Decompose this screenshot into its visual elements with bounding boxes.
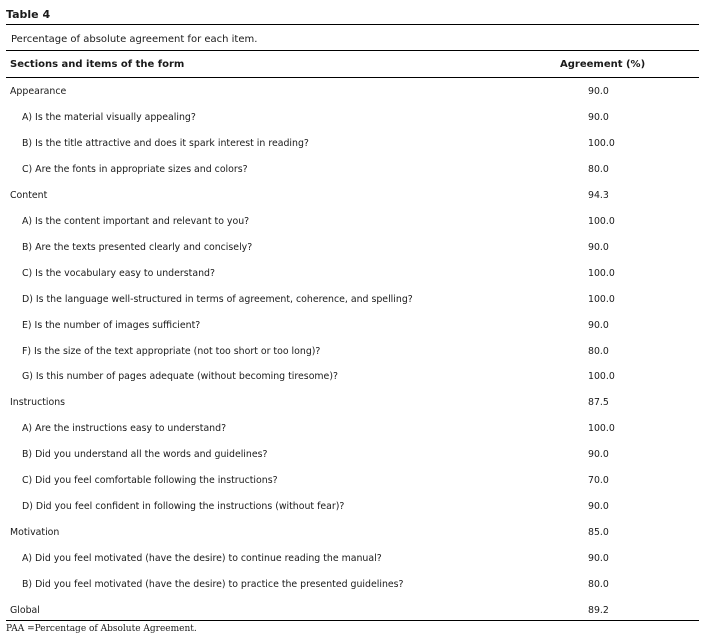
table-row-section [0,86,710,102]
item-label: A) Are the instructions easy to understand? [22,423,227,435]
agreement-value: 100.0 [588,423,615,435]
table-row [0,216,710,232]
item-label: C) Did you feel comfortable following the instructions? [22,475,278,487]
agreement-value: 100.0 [588,371,615,383]
table-footnote: PAA =Percentage of Absolute Agreement. [6,624,197,634]
agreement-value: 87.5 [588,397,609,409]
item-label: A) Is the material visually appealing? [22,112,196,123]
table-row [0,501,710,517]
agreement-value: 94.3 [588,189,609,201]
section-label: Instructions [10,397,66,409]
table-row [0,320,710,336]
rule-header [6,77,699,78]
item-label: A) Did you feel motivated (have the desire) to continue reading the manual? [22,553,382,565]
item-label: D) Did you feel confident in following the instructions (without fear)? [22,501,345,513]
rule-caption [6,50,699,51]
item-label: B) Did you understand all the words and guidelines? [22,449,268,461]
section-label: Appearance [10,86,67,97]
agreement-value: 100.0 [588,267,615,279]
table-row [0,449,710,465]
agreement-value: 90.0 [588,112,609,123]
item-label: A) Is the content important and relevant to you? [22,215,250,227]
table-row-section [0,190,710,206]
table-row [0,242,710,258]
item-label: B) Did you feel motivated (have the desire) to practice the presented guidelines? [22,579,404,590]
table-title: Table 4 [6,8,51,21]
table-row [0,579,710,595]
agreement-value: 100.0 [588,293,615,305]
section-label: Content [10,189,48,201]
agreement-value: 90.0 [588,319,609,331]
table-row [0,346,710,362]
agreement-value: 100.0 [588,215,615,227]
item-label: C) Are the fonts in appropriate sizes and colors? [22,163,248,175]
agreement-value: 85.0 [588,527,609,539]
agreement-value: 89.2 [588,605,609,616]
rule-top [6,24,699,25]
table-row [0,138,710,154]
column-header-agreement: Agreement (%) [560,59,646,70]
agreement-value: 80.0 [588,345,609,357]
item-label: C) Is the vocabulary easy to understand? [22,267,215,279]
table-row [0,423,710,439]
table-row-section [0,527,710,543]
section-label: Global [10,605,40,616]
table-row [0,294,710,310]
table-row-section [0,397,710,413]
agreement-value: 90.0 [588,449,609,461]
item-label: B) Is the title attractive and does it spark interest in reading? [22,137,309,149]
item-label: G) Is this number of pages adequate (without becoming tiresome)? [22,371,338,383]
item-label: E) Is the number of images sufficient? [22,319,201,331]
item-label: F) Is the size of the text appropriate (not too short or too long)? [22,345,321,357]
table-row [0,268,710,284]
agreement-value: 90.0 [588,553,609,565]
agreement-value: 90.0 [588,86,609,97]
agreement-value: 90.0 [588,501,609,513]
table-row [0,475,710,491]
section-label: Motivation [10,527,60,539]
table-row [0,112,710,128]
table-row [0,164,710,180]
agreement-value: 80.0 [588,579,609,590]
rule-bottom [6,620,699,621]
table-row [0,371,710,387]
item-label: D) Is the language well-structured in terms of agreement, coherence, and spelling? [22,293,413,305]
column-header-items: Sections and items of the form [10,59,185,70]
agreement-value: 80.0 [588,163,609,175]
agreement-value: 90.0 [588,241,609,253]
agreement-value: 100.0 [588,137,615,149]
table-caption: Percentage of absolute agreement for each item. [11,34,258,45]
table-row-section [0,605,710,621]
agreement-value: 70.0 [588,475,609,487]
item-label: B) Are the texts presented clearly and concisely? [22,241,253,253]
table-row [0,553,710,569]
